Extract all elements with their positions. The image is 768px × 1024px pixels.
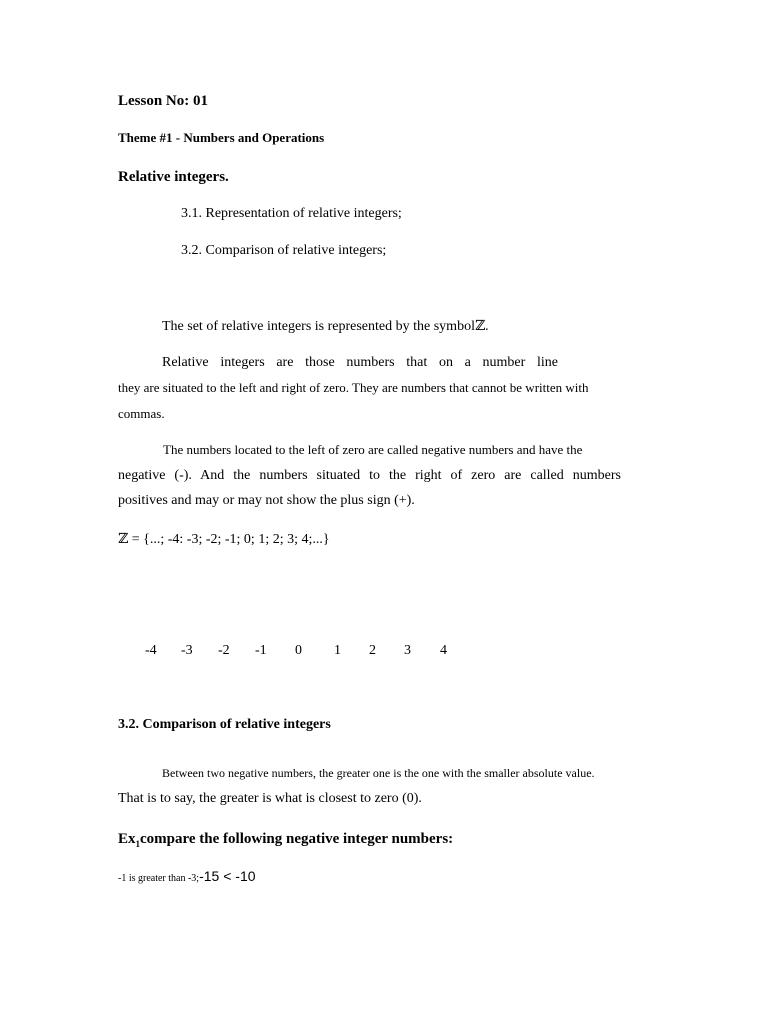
number-line-label: 2 [369, 643, 376, 658]
comparison-heading: 3.2. Comparison of relative integers [118, 717, 331, 732]
number-line-label: -1 [255, 643, 267, 658]
paragraph-negative-line3: positives and may or may not show the plus sign (+). [118, 493, 415, 508]
example-inequality: -15 < -10 [199, 868, 256, 884]
example-subscript: 1 [135, 839, 141, 849]
paragraph-definition-line2: they are situated to the left and right of zero. They are numbers that cannot be written with [118, 380, 589, 395]
number-line-label: 1 [334, 643, 341, 658]
number-line-label: 3 [404, 643, 411, 658]
paragraph-definition-line3: commas. [118, 406, 165, 421]
paragraph-negative-line2: negative (-). And the numbers situated to the right of zero are called numbers [118, 468, 621, 483]
paragraph-set-symbol: The set of relative integers is represented by the symbolℤ. [162, 319, 489, 334]
toc-item-3-1: 3.1. Representation of relative integers; [181, 206, 402, 221]
number-line-label: 0 [295, 643, 302, 658]
set-definition: ℤ = {...; -4: -3; -2; -1; 0; 1; 2; 3; 4;...} [118, 532, 330, 547]
paragraph-definition-line1: Relative integers are those numbers that on a number line [162, 355, 558, 370]
number-line-label: -2 [218, 643, 230, 658]
number-line-label: -4 [145, 643, 157, 658]
paragraph-negative-line1: The numbers located to the left of zero are called negative numbers and have the [163, 442, 583, 457]
example-small-statement: -1 is greater than -3; [118, 873, 200, 884]
toc-item-3-2: 3.2. Comparison of relative integers; [181, 243, 387, 258]
comparison-rule-line1: Between two negative numbers, the greater one is the one with the smaller absolute value. [162, 766, 595, 780]
example-line [118, 868, 256, 886]
example-text: compare the following negative integer numbers: [140, 831, 454, 847]
example-heading [118, 831, 453, 849]
lesson-number: Lesson No: 01 [118, 93, 209, 109]
example-prefix: Ex [118, 831, 136, 847]
theme-title: Theme #1 - Numbers and Operations [118, 130, 325, 145]
number-line-label: 4 [440, 643, 447, 658]
section-title: Relative integers. [118, 169, 229, 185]
number-line-label: -3 [181, 643, 193, 658]
comparison-rule-line2: That is to say, the greater is what is closest to zero (0). [118, 791, 422, 806]
